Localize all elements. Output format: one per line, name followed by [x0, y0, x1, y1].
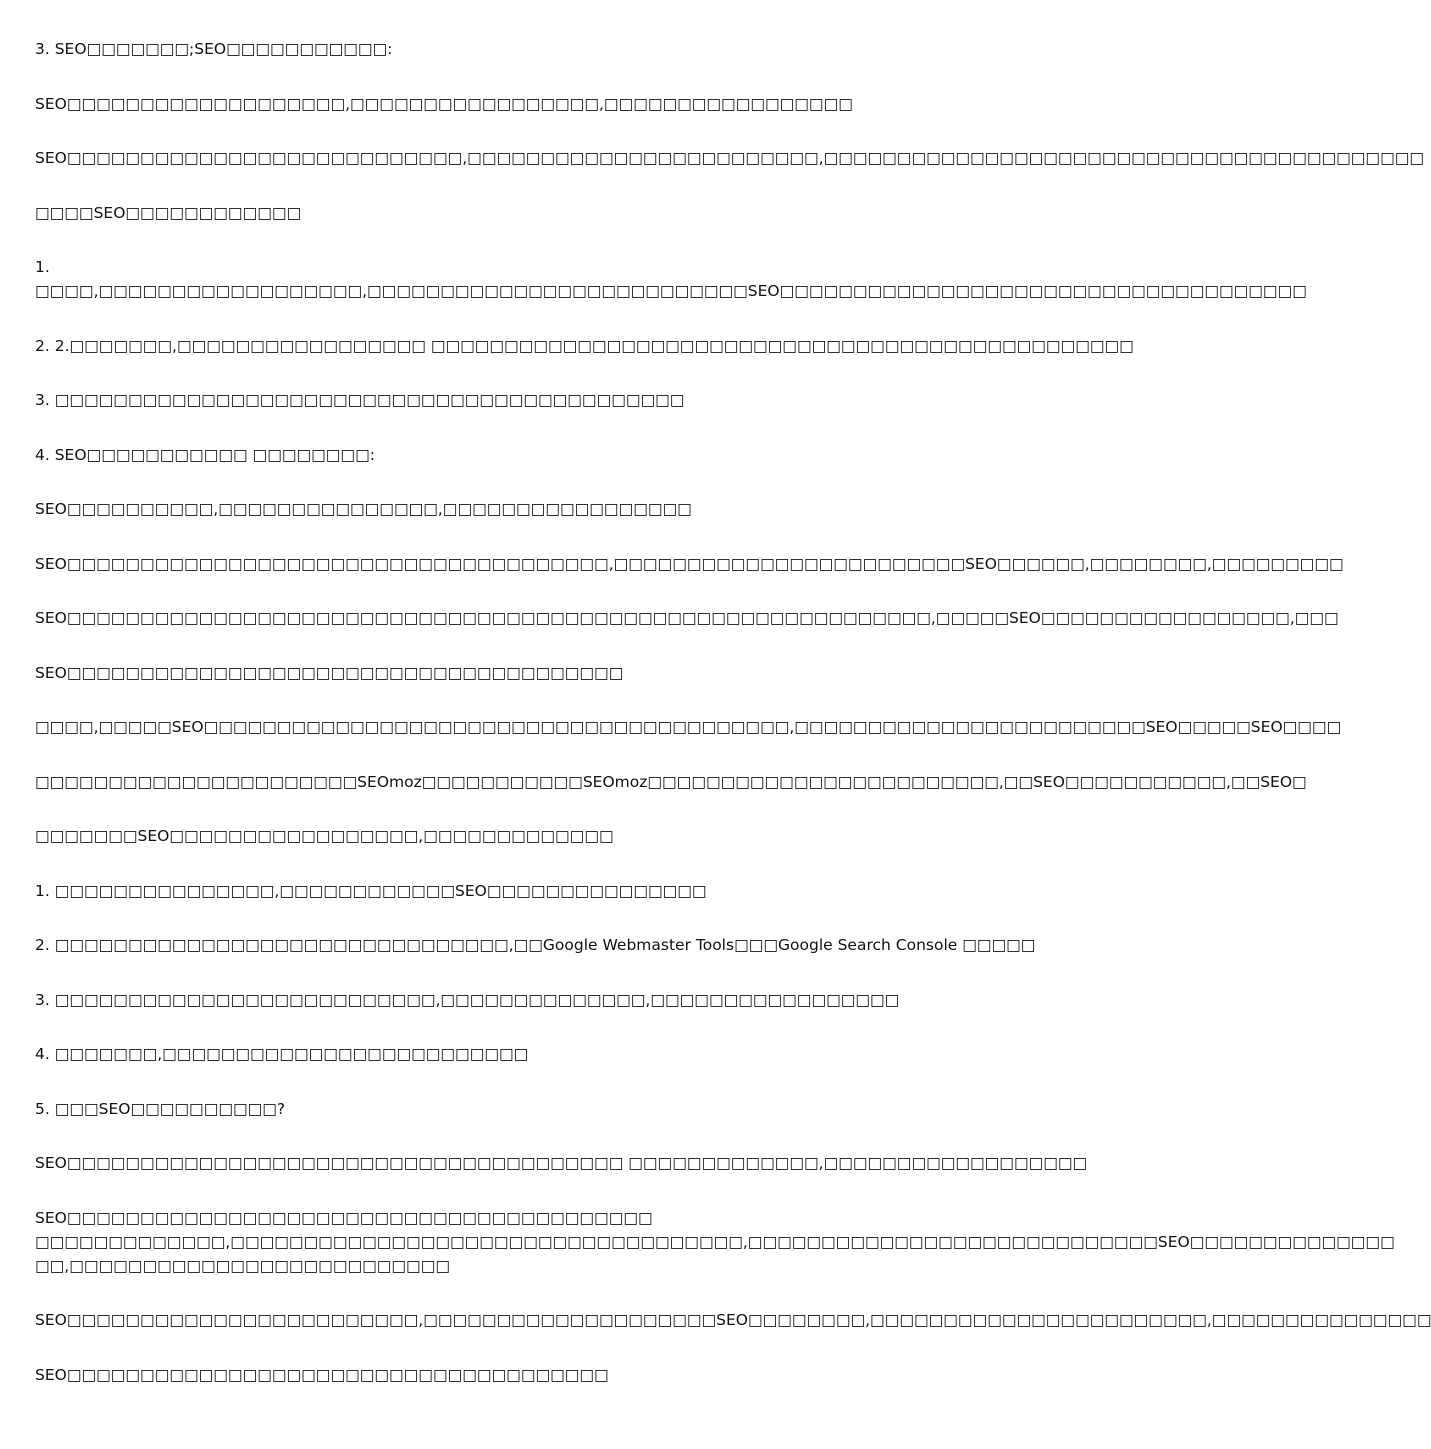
paragraph-line: 3. □□□□□□□□□□□□□□□□□□□□□□□□□□□□□□□□□□□□□□□□□□□ [35, 391, 685, 409]
paragraph [35, 1206, 1395, 1278]
paragraph-line: 2. 2.□□□□□□□,□□□□□□□□□□□□□□□□□ □□□□□□□□□□□□□□□□□□□□□□□□□□□□□□□□□□□□□□□□□□□□□□□□ [35, 336, 1134, 355]
paragraph-line: 5. □□□SEO□□□□□□□□□□? [35, 1099, 286, 1118]
paragraph-line: 4. □□□□□□□,□□□□□□□□□□□□□□□□□□□□□□□□□ [35, 1045, 529, 1063]
paragraph-line: SEO□□□□□□□□□□□□□□□□□□□□□□□□□□□□□□□□□□□□□□□□ [35, 1208, 653, 1227]
paragraph-line: SEO□□□□□□□□□□□□□□□□□□□□□□□□□□□□□□□□□□□□□□ [35, 663, 624, 682]
paragraph-line: 3. □□□□□□□□□□□□□□□□□□□□□□□□□□,□□□□□□□□□□□□□□,□□□□□□□□□□□□□□□□□ [35, 990, 900, 1009]
paragraph [35, 824, 989, 848]
paragraph [35, 92, 989, 116]
paragraph [35, 1308, 1431, 1332]
paragraph-line: 1. [35, 258, 50, 276]
paragraph [35, 988, 989, 1012]
paragraph [35, 255, 1307, 303]
paragraph [35, 879, 989, 903]
paragraph-line: □□,□□□□□□□□□□□□□□□□□□□□□□□□□□ [35, 1256, 450, 1275]
paragraph-line: SEO□□□□□□□□□□□□□□□□□□□,□□□□□□□□□□□□□□□□□,□□□□□□□□□□□□□□□□□ [35, 94, 853, 113]
paragraph [35, 1042, 989, 1066]
paragraph-line: □□□□□□□SEO□□□□□□□□□□□□□□□□□,□□□□□□□□□□□□□ [35, 827, 614, 845]
paragraph-line: □□□□□□□□□□□□□□□□□□□□□□SEOmoz□□□□□□□□□□□SEOmoz□□□□□□□□□□□□□□□□□□□□□□□□,□□SEO□□□□□□□□□□□,□□SEO□ [35, 772, 1307, 791]
paragraph [35, 201, 989, 225]
paragraph [35, 497, 989, 521]
paragraph [35, 37, 989, 61]
paragraph-line: SEO□□□□□□□□□□□□□□□□□□□□□□□□□□□□□□□□□□□□□□ □□□□□□□□□□□□□,□□□□□□□□□□□□□□□□□□ [35, 1154, 1088, 1172]
paragraph [35, 552, 1344, 576]
paragraph-line: 1. □□□□□□□□□□□□□□□,□□□□□□□□□□□□SEO□□□□□□□□□□□□□□□ [35, 881, 707, 900]
paragraph [35, 146, 1425, 170]
paragraph-line: 4. SEO□□□□□□□□□□□ □□□□□□□□: [35, 445, 375, 464]
paragraph-line: SEO□□□□□□□□□□□□□□□□□□□□□□□□,□□□□□□□□□□□□□□□□□□□□SEO□□□□□□□□,□□□□□□□□□□□□□□□□□□□□□□□,□□□□□□□□□□□□□□□ [35, 1311, 1431, 1329]
paragraph-line: SEO□□□□□□□□□□□□□□□□□□□□□□□□□□□□□□□□□□□□□,□□□□□□□□□□□□□□□□□□□□□□□□SEO□□□□□□,□□□□□□□□,□□□□□□□□□ [35, 554, 1344, 573]
paragraph [35, 1097, 989, 1121]
paragraph-line: SEO□□□□□□□□□□□□□□□□□□□□□□□□□□□,□□□□□□□□□□□□□□□□□□□□□□□□,□□□□□□□□□□□□□□□□□□□□□□□□□□□□□□□□□□□□□□□□□ [35, 149, 1425, 167]
paragraph-line: SEO□□□□□□□□□□□□□□□□□□□□□□□□□□□□□□□□□□□□□ [35, 1365, 609, 1384]
paragraph [35, 606, 1339, 630]
paragraph [35, 661, 989, 685]
paragraph-line: □□□□,□□□□□□□□□□□□□□□□□□,□□□□□□□□□□□□□□□□□□□□□□□□□□SEO□□□□□□□□□□□□□□□□□□□□□□□□□□□□□□□□□□□□ [35, 282, 1307, 300]
paragraph [35, 715, 1342, 739]
paragraph [35, 443, 989, 467]
paragraph [35, 933, 1036, 957]
paragraph-line: □□□□,□□□□□SEO□□□□□□□□□□□□□□□□□□□□□□□□□□□□□□□□□□□□□□□□,□□□□□□□□□□□□□□□□□□□□□□□□SEO□□□□□SEO□□□□ [35, 718, 1342, 736]
paragraph [35, 1151, 1088, 1175]
paragraph [35, 1363, 989, 1387]
paragraph-line: □□□□SEO□□□□□□□□□□□□ [35, 203, 302, 222]
paragraph-line: □□□□□□□□□□□□□,□□□□□□□□□□□□□□□□□□□□□□□□□□□□□□□□□□□,□□□□□□□□□□□□□□□□□□□□□□□□□□□□SEO□□□□□□□□□□□□□□ [35, 1232, 1395, 1251]
paragraph [35, 388, 989, 412]
document-body [35, 37, 1431, 1417]
paragraph-line: SEO□□□□□□□□□□,□□□□□□□□□□□□□□□,□□□□□□□□□□□□□□□□□ [35, 500, 692, 518]
paragraph-line: 3. SEO□□□□□□□;SEO□□□□□□□□□□□: [35, 40, 393, 58]
paragraph [35, 334, 1134, 358]
paragraph-line: 2. □□□□□□□□□□□□□□□□□□□□□□□□□□□□□□□,□□Google Webmaster Tools□□□Google Search Console □□□□□ [35, 936, 1036, 954]
paragraph [35, 770, 1307, 794]
paragraph-line: SEO□□□□□□□□□□□□□□□□□□□□□□□□□□□□□□□□□□□□□□□□□□□□□□□□□□□□□□□□□□□,□□□□□SEO□□□□□□□□□□□□□□□□□,□□□ [35, 609, 1339, 627]
